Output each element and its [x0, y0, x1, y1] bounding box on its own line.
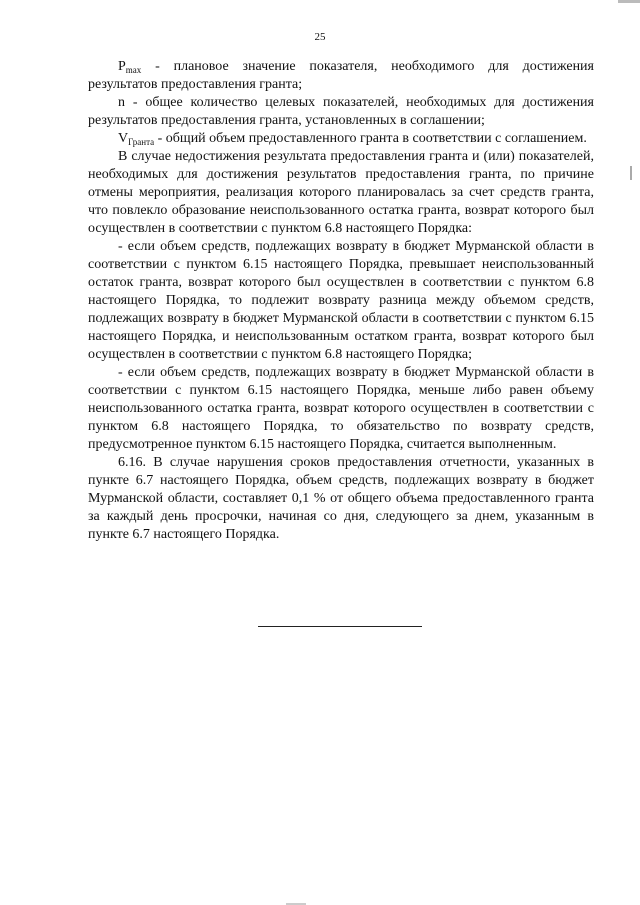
- definition-text: - общий объем предоставленного гранта в соответствии с соглашением.: [154, 131, 587, 146]
- definition-text: - плановое значение показателя, необходимого для достижения результатов предоставления гранта;: [88, 59, 594, 92]
- document-body: [88, 58, 594, 544]
- symbol-p: P: [118, 59, 126, 74]
- paragraph-non-achievement: В случае недостижения результата предоставления гранта и (или) показателей, необходимых для достижения результатов предоставления гранта, по причине отмены мероприятия, реализация которого планировалась за счет средств гранта, что повлекло образование неиспользованного остатка гранта, возврат которого был осуществлен в соответствии с пунктом 6.8 настоящего Порядка:: [88, 149, 594, 236]
- scan-edge-mark: [630, 166, 632, 180]
- paragraph-6-16: 6.16. В случае нарушения сроков предоставления отчетности, указанных в пункте 6.7 настоящего Порядка, объем средств, подлежащих возврату в бюджет Мурманской области, составляет 0,1 % от общего объема предоставленного гранта за каждый день просрочки, начиная со дня, следующего за днем, указанным в пункте 6.7 настоящего Порядка.: [88, 455, 594, 542]
- definition-v-granta: [88, 130, 594, 148]
- page-number: 25: [314, 31, 326, 43]
- end-separator-line: [258, 626, 422, 627]
- definition-p-max: [88, 58, 594, 94]
- paragraph-case-less-or-equal: - если объем средств, подлежащих возврату в бюджет Мурманской области в соответствии с пунктом 6.15 настоящего Порядка, меньше либо равен объему неиспользованного остатка гранта, возврат которого осуществлен в соответствии с пунктом 6.8 настоящего Порядка, то обязательство по возврату средств, предусмотренное пунктом 6.15 настоящего Порядка, считается выполненным.: [88, 365, 594, 452]
- definition-text: - общее количество целевых показателей, необходимых для достижения результатов предоставления гранта, установленных в соглашении;: [88, 95, 594, 128]
- definition-n: [88, 94, 594, 130]
- subscript-granta: Гранта: [128, 137, 155, 147]
- symbol-n: n: [118, 95, 125, 110]
- subscript-max: max: [125, 65, 142, 75]
- symbol-v: V: [118, 131, 129, 146]
- paragraph-case-exceeds: - если объем средств, подлежащих возврату в бюджет Мурманской области в соответствии с пунктом 6.15 настоящего Порядка, превышает неиспользованный остаток гранта, возврат которого был осуществлен в соответствии с пунктом 6.8 настоящего Порядка, то подлежит возврату разница между объемом средств, подлежащих возврату в бюджет Мурманской области в соответствии с пунктом 6.15 настоящего Порядка, и неиспользованным остатком гранта, возврат которого был осуществлен в соответствии с пунктом 6.8 настоящего Порядка;: [88, 239, 594, 362]
- scan-corner-mark: [618, 0, 640, 3]
